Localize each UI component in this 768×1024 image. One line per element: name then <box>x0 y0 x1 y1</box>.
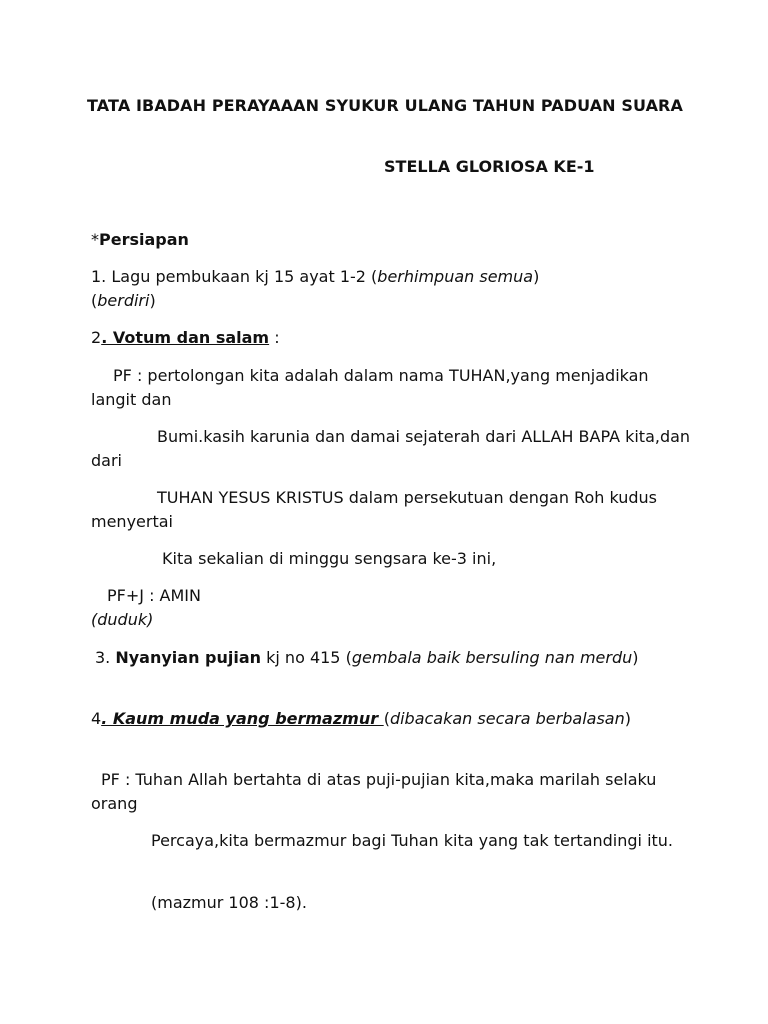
votum-line-1: PF : pertolongan kita adalah dalam nama TUHAN,yang menjadikan langit dan <box>91 366 649 409</box>
votum-paragraph-1 <box>91 364 691 412</box>
item3-heading: Nyanyian pujian <box>115 648 262 667</box>
votum-line-3: TUHAN YESUS KRISTUS dalam persekutuan dengan Roh kudus menyertai <box>91 488 658 531</box>
item3-number: 3. <box>95 648 116 667</box>
mazmur-line-2: Percaya,kita bermazmur bagi Tuhan kita yang tak tertandingi itu. <box>151 831 674 850</box>
item1-italic-1: berhimpuan semua <box>377 267 534 286</box>
item3-text: kj no 415 ( <box>261 648 352 667</box>
item1-close-1: ) <box>533 267 540 286</box>
item-1-lagu-pembukaan <box>91 265 691 313</box>
votum-line-4: Kita sekalian di minggu sengsara ke-3 ini, <box>162 549 497 568</box>
votum-paragraph-3 <box>91 486 691 534</box>
item1-text: 1. Lagu pembukaan kj 15 ayat 1-2 ( <box>91 267 378 286</box>
votum-line-2: Bumi.kasih karunia dan damai sejaterah dari ALLAH BAPA kita,dan dari <box>91 427 691 470</box>
title-line-1: TATA IBADAH PERAYAAAN SYUKUR ULANG TAHUN PADUAN SUARA <box>87 96 683 115</box>
mazmur-line-3: (mazmur 108 :1-8). <box>151 893 307 912</box>
item3-italic: gembala baik bersuling nan merdu <box>351 648 633 667</box>
persiapan-label: Persiapan <box>99 230 189 249</box>
item3-close: ) <box>632 648 639 667</box>
votum-paragraph-4 <box>91 547 691 571</box>
mazmur-line-1: PF : Tuhan Allah bertahta di atas puji-pujian kita,maka marilah selaku orang <box>91 770 657 813</box>
item-3-nyanyian <box>91 646 691 670</box>
mazmur-paragraph-1 <box>91 768 691 816</box>
document-title <box>80 94 690 117</box>
duduk-text: (duduk) <box>91 610 154 629</box>
mazmur-paragraph-2 <box>91 829 691 853</box>
persiapan-star: * <box>91 230 99 249</box>
item1-italic-2: berdiri <box>97 291 150 310</box>
item4-number: 4 <box>91 709 102 728</box>
item-4-kaum-muda <box>91 707 691 731</box>
votum-paragraph-2 <box>91 425 691 473</box>
item2-heading: . Votum dan salam <box>101 328 270 347</box>
section-persiapan <box>91 228 691 252</box>
item4-close: ) <box>624 709 631 728</box>
item4-italic: dibacakan secara berbalasan <box>389 709 625 728</box>
item1-close-2: ) <box>149 291 156 310</box>
item4-spacer: ( <box>383 709 390 728</box>
item4-heading: . Kaum muda yang bermazmur <box>101 709 384 728</box>
document-subtitle: STELLA GLORIOSA KE-1 <box>384 157 595 176</box>
votum-amin <box>91 584 691 632</box>
item2-colon: : <box>269 328 280 347</box>
item1-open-2: ( <box>91 291 98 310</box>
item-2-votum <box>91 326 691 350</box>
mazmur-reference <box>91 891 691 915</box>
item2-number: 2 <box>91 328 102 347</box>
amin-text: PF+J : AMIN <box>107 586 201 605</box>
